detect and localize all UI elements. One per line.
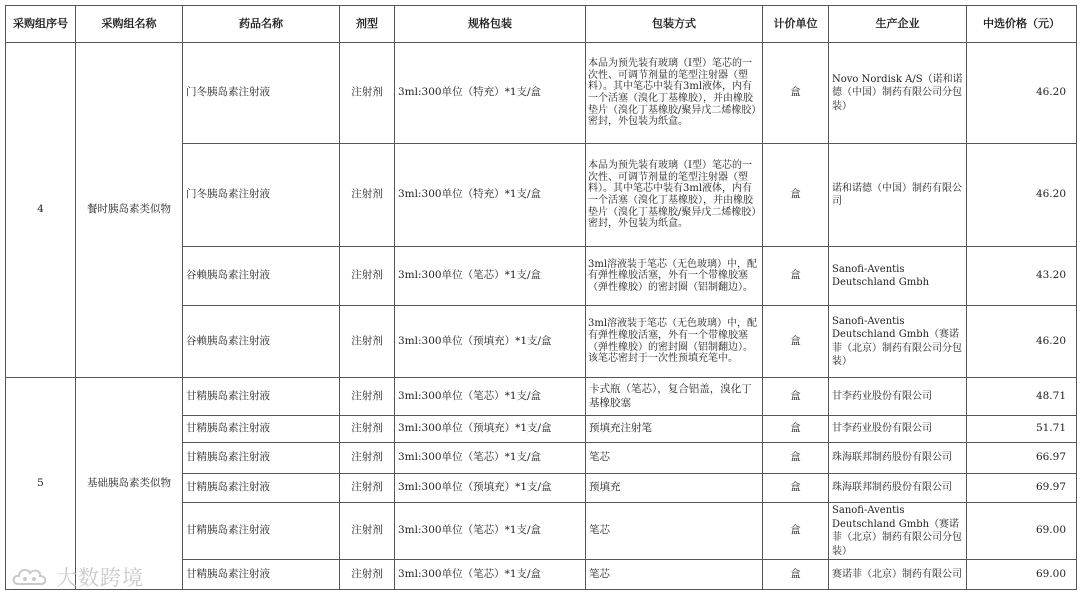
price: 51.71 (967, 416, 1077, 443)
header-seq: 采购组序号 (6, 6, 76, 43)
dosage-form: 注射剂 (340, 560, 395, 590)
price: 46.20 (967, 43, 1077, 144)
dosage-form: 注射剂 (340, 247, 395, 306)
drug-name: 门冬胰岛素注射液 (183, 43, 340, 144)
dosage-form: 注射剂 (340, 378, 395, 416)
table-row (6, 43, 1077, 144)
header-drug-name: 药品名称 (183, 6, 340, 43)
header-unit: 计价单位 (763, 6, 829, 43)
price: 46.20 (967, 306, 1077, 378)
dosage-form: 注射剂 (340, 306, 395, 378)
unit: 盒 (763, 43, 829, 144)
header-group-name: 采购组名称 (76, 6, 183, 43)
packaging: 本品为预先装有玻璃（Ⅰ型）笔芯的一次性、可调节剂量的笔型注射器（塑料）。其中笔芯中装有3ml液体，内有一个活塞（溴化丁基橡胶），并由橡胶垫片（溴化丁基橡胶/聚异戊二烯橡胶）密封，外包装为纸盒。 (586, 144, 763, 247)
watermark-text: 大数跨境 (56, 566, 144, 590)
unit: 盒 (763, 443, 829, 474)
drug-name: 甘精胰岛素注射液 (183, 560, 340, 590)
packaging: 3ml溶液装于笔芯（无色玻璃）中，配有弹性橡胶活塞，外有一个带橡胶塞（弹性橡胶）的密封圈（铝制翻边）。 (586, 247, 763, 306)
price: 46.20 (967, 144, 1077, 247)
unit: 盒 (763, 247, 829, 306)
manufacturer: 甘李药业股份有限公司 (829, 416, 967, 443)
unit: 盒 (763, 560, 829, 590)
manufacturer: Sanofi-Aventis Deutschland Gmbh（赛诺菲（北京）制药有限公司分包装） (829, 503, 967, 560)
packaging: 本品为预先装有玻璃（Ⅰ型）笔芯的一次性、可调节剂量的笔型注射器（塑料）。其中笔芯中装有3ml液体，内有一个活塞（溴化丁基橡胶），并由橡胶垫片（溴化丁基橡胶/聚异戊二烯橡胶）密封，外包装为纸盒。 (586, 43, 763, 144)
dosage-form: 注射剂 (340, 503, 395, 560)
spec: 3ml:300单位（笔芯）*1支/盒 (395, 560, 586, 590)
group-seq: 5 (6, 378, 76, 590)
table-header-row (6, 6, 1077, 43)
price: 43.20 (967, 247, 1077, 306)
dosage-form: 注射剂 (340, 443, 395, 474)
manufacturer: 赛诺菲（北京）制药有限公司 (829, 560, 967, 590)
price: 69.00 (967, 503, 1077, 560)
spec: 3ml:300单位（预填充）*1支/盒 (395, 474, 586, 503)
price: 66.97 (967, 443, 1077, 474)
dosage-form: 注射剂 (340, 474, 395, 503)
unit: 盒 (763, 503, 829, 560)
drug-name: 门冬胰岛素注射液 (183, 144, 340, 247)
unit: 盒 (763, 144, 829, 247)
header-manufacturer: 生产企业 (829, 6, 967, 43)
group-seq: 4 (6, 43, 76, 378)
packaging: 卡式瓶（笔芯），复合铝盖，溴化丁基橡胶塞 (586, 378, 763, 416)
dosage-form: 注射剂 (340, 43, 395, 144)
drug-name: 谷赖胰岛素注射液 (183, 247, 340, 306)
table-row (6, 378, 1077, 416)
drug-name: 甘精胰岛素注射液 (183, 474, 340, 503)
packaging: 笔芯 (586, 560, 763, 590)
price: 69.00 (967, 560, 1077, 590)
packaging: 笔芯 (586, 443, 763, 474)
unit: 盒 (763, 306, 829, 378)
cloud-logo-icon (10, 564, 50, 590)
header-price: 中选价格（元） (967, 6, 1077, 43)
manufacturer: 诺和诺德（中国）制药有限公司 (829, 144, 967, 247)
group-name: 基础胰岛素类似物 (76, 378, 183, 590)
watermark (10, 562, 144, 592)
spec: 3ml:300单位（特充）*1支/盒 (395, 43, 586, 144)
drug-name: 甘精胰岛素注射液 (183, 416, 340, 443)
price: 48.71 (967, 378, 1077, 416)
packaging: 3ml溶液装于笔芯（无色玻璃）中，配有弹性橡胶活塞，外有一个带橡胶塞（弹性橡胶）的密封圈（铝制翻边）。该笔芯密封于一次性预填充笔中。 (586, 306, 763, 378)
spec: 3ml:300单位（笔芯）*1支/盒 (395, 247, 586, 306)
spec: 3ml:300单位（预填充）*1支/盒 (395, 416, 586, 443)
dosage-form: 注射剂 (340, 144, 395, 247)
drug-name: 甘精胰岛素注射液 (183, 503, 340, 560)
spec: 3ml:300单位（特充）*1支/盒 (395, 144, 586, 247)
manufacturer: Sanofi-Aventis Deutschland Gmbh (829, 247, 967, 306)
manufacturer: 珠海联邦制药股份有限公司 (829, 474, 967, 503)
unit: 盒 (763, 474, 829, 503)
manufacturer: Novo Nordisk A/S（诺和诺德（中国）制药有限公司分包装） (829, 43, 967, 144)
spec: 3ml:300单位（笔芯）*1支/盒 (395, 378, 586, 416)
dosage-form: 注射剂 (340, 416, 395, 443)
manufacturer: Sanofi-Aventis Deutschland Gmbh（赛诺菲（北京）制药有限公司分包装） (829, 306, 967, 378)
drug-name: 甘精胰岛素注射液 (183, 378, 340, 416)
drug-price-table (5, 5, 1077, 590)
drug-name: 甘精胰岛素注射液 (183, 443, 340, 474)
unit: 盒 (763, 378, 829, 416)
header-dosage-form: 剂型 (340, 6, 395, 43)
drug-name: 谷赖胰岛素注射液 (183, 306, 340, 378)
spec: 3ml:300单位（笔芯）*1支/盒 (395, 503, 586, 560)
manufacturer: 珠海联邦制药股份有限公司 (829, 443, 967, 474)
spec: 3ml:300单位（预填充）*1支/盒 (395, 306, 586, 378)
packaging: 预填充注射笔 (586, 416, 763, 443)
unit: 盒 (763, 416, 829, 443)
group-name: 餐时胰岛素类似物 (76, 43, 183, 378)
packaging: 预填充 (586, 474, 763, 503)
manufacturer: 甘李药业股份有限公司 (829, 378, 967, 416)
price: 69.97 (967, 474, 1077, 503)
packaging: 笔芯 (586, 503, 763, 560)
header-spec: 规格包装 (395, 6, 586, 43)
spec: 3ml:300单位（笔芯）*1支/盒 (395, 443, 586, 474)
header-packaging: 包装方式 (586, 6, 763, 43)
